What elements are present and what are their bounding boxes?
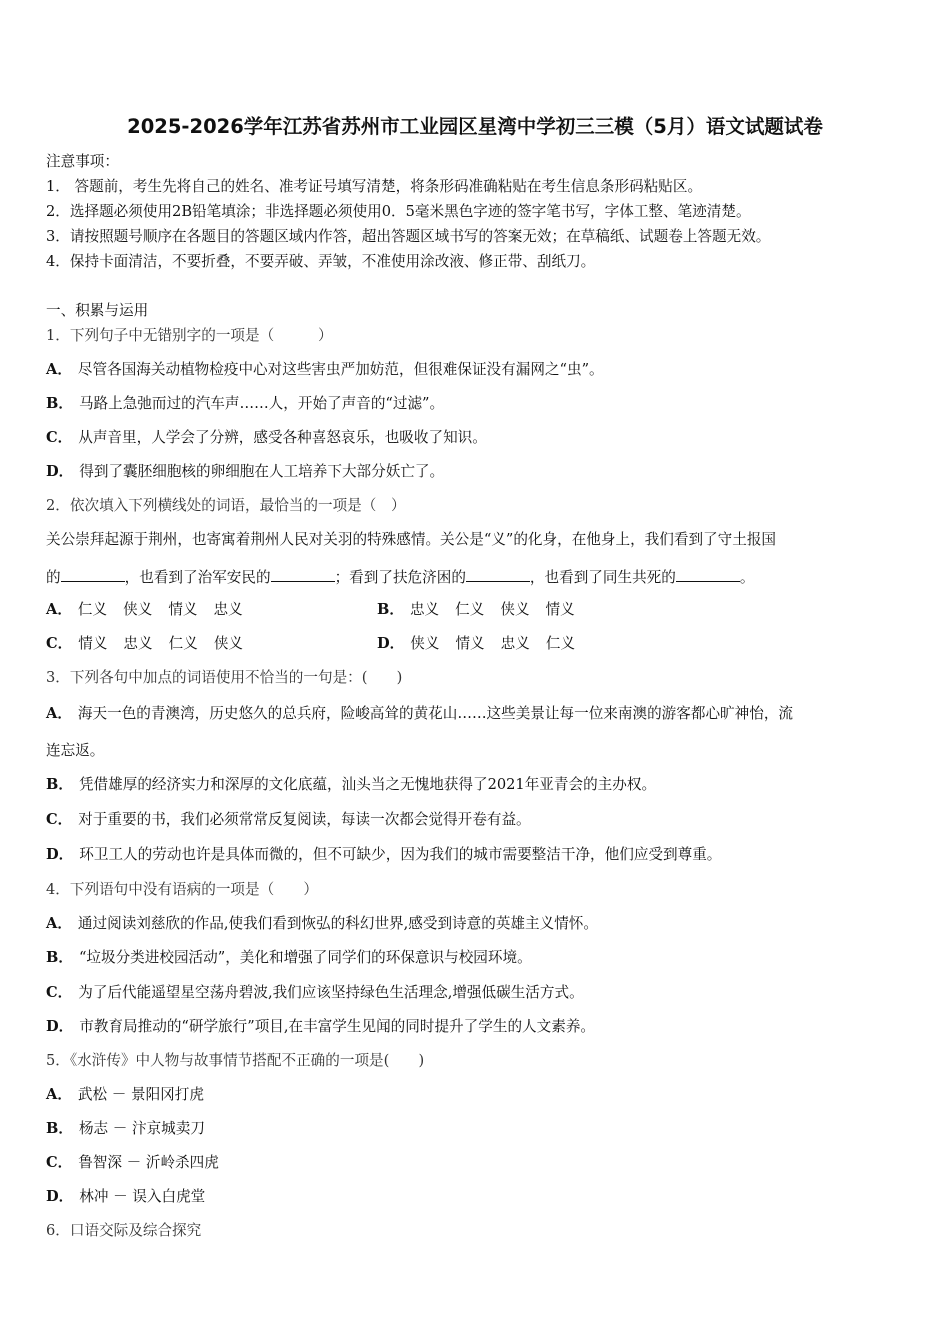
passage-text: ；看到了扶危济困的 xyxy=(334,569,466,586)
question-2-stem: 2．依次填入下列横线处的词语，最恰当的一项是（ ） xyxy=(46,497,406,514)
q2-option-a xyxy=(46,600,259,620)
option-word: 忠义 xyxy=(409,601,440,618)
option-word: 仁义 xyxy=(77,601,108,618)
question-3-stem: 3．下列各句中加点的词语使用不恰当的一句是：( ) xyxy=(46,669,403,686)
q2-option-c xyxy=(46,634,259,654)
fill-blank xyxy=(676,567,740,582)
option-label: D． xyxy=(46,1188,74,1205)
q1-option-a xyxy=(46,360,604,380)
option-label: A． xyxy=(46,705,72,722)
passage-text: ，也看到了同生共死的 xyxy=(529,569,676,586)
option-text: 从声音里，人学会了分辨，感受各种喜怒哀乐，也吸收了知识。 xyxy=(78,429,487,446)
option-label: A． xyxy=(46,601,72,618)
fill-blank xyxy=(466,567,530,582)
q5-option-c xyxy=(46,1153,219,1173)
fill-blank xyxy=(61,567,125,582)
q3-option-d xyxy=(46,845,721,865)
passage-text: 。 xyxy=(739,569,755,586)
passage-text: ，也看到了治军安民的 xyxy=(124,569,271,586)
question-6-stem: 6．口语交际及综合探究 xyxy=(46,1222,202,1239)
option-label: C． xyxy=(46,811,73,828)
q4-option-c xyxy=(46,983,584,1003)
option-label: B． xyxy=(46,1120,73,1137)
option-label: B． xyxy=(46,395,73,412)
q3-option-a-continued: 连忘返。 xyxy=(46,742,105,759)
option-label: A． xyxy=(46,1086,72,1103)
option-label: D． xyxy=(46,846,74,863)
q2-option-b xyxy=(377,600,591,620)
page-title: 2025-2026学年江苏省苏州市工业园区星湾中学初三三模（5月）语文试题试卷 xyxy=(127,115,823,138)
q4-option-a xyxy=(46,914,598,934)
q5-option-a xyxy=(46,1085,204,1105)
option-text: 马路上急弛而过的汽车声……人，开始了声音的“过滤”。 xyxy=(78,395,445,412)
q1-option-c xyxy=(46,428,487,448)
option-word: 侠义 xyxy=(500,601,530,618)
option-word: 忠义 xyxy=(123,635,153,652)
option-text: 武松 － 景阳冈打虎 xyxy=(77,1086,204,1103)
option-text: 鲁智深 － 沂岭杀四虎 xyxy=(78,1154,219,1171)
notice-item: 4．保持卡面清洁，不要折叠，不要弄破、弄皱，不准使用涂改液、修正带、刮纸刀。 xyxy=(46,253,596,270)
option-text: 为了后代能遥望星空荡舟碧波,我们应该坚持绿色生活理念,增强低碳生活方式。 xyxy=(78,984,584,1001)
notice-item: 2．选择题必须使用2B铅笔填涂；非选择题必须使用0．5毫米黑色字迹的签字笔书写，字体工整、笔迹清楚。 xyxy=(46,203,751,220)
notice-item: 3．请按照题号顺序在各题目的答题区域内作答，超出答题区域书写的答案无效；在草稿纸、试题卷上答题无效。 xyxy=(46,228,771,245)
option-label: A． xyxy=(46,915,72,932)
option-text: 海天一色的青澳湾，历史悠久的总兵府，险峻高耸的黄花山……这些美景让每一位来南澳的游客都心旷神怡，流 xyxy=(77,705,794,722)
q4-option-b xyxy=(46,948,532,968)
option-text: 杨志 － 汴京城卖刀 xyxy=(78,1120,205,1137)
option-label: D． xyxy=(46,1018,74,1035)
option-label: C． xyxy=(46,429,73,446)
option-word: 侠义 xyxy=(123,601,153,618)
q1-option-d xyxy=(46,462,444,482)
option-word: 情义 xyxy=(78,635,108,652)
q2-option-d xyxy=(377,634,591,654)
q3-option-c xyxy=(46,810,531,830)
question-1-stem: 1．下列句子中无错别字的一项是（ ） xyxy=(46,327,333,344)
q1-option-b xyxy=(46,394,444,414)
option-text: 凭借雄厚的经济实力和深厚的文化底蕴，汕头当之无愧地获得了2021年亚青会的主办权。 xyxy=(78,776,657,793)
notice-item: 1． 答题前，考生先将自己的姓名、准考证号填写清楚，将条形码准确粘贴在考生信息条形码粘贴区。 xyxy=(46,178,703,195)
option-label: B． xyxy=(377,601,404,618)
q5-option-d xyxy=(46,1187,205,1207)
q3-option-b xyxy=(46,775,656,795)
option-word: 仁义 xyxy=(168,635,198,652)
q5-option-b xyxy=(46,1119,205,1139)
option-text: 对于重要的书，我们必须常常反复阅读，每读一次都会觉得开卷有益。 xyxy=(78,811,531,828)
q2-passage-line2 xyxy=(46,567,754,588)
option-label: B． xyxy=(46,776,73,793)
option-label: B． xyxy=(46,949,73,966)
option-label: C． xyxy=(46,1154,73,1171)
option-word: 忠义 xyxy=(213,601,243,618)
option-text: 环卫工人的劳动也许是具体而微的，但不可缺少，因为我们的城市需要整洁干净，他们应受到尊重。 xyxy=(79,846,722,863)
notice-heading: 注意事项： xyxy=(46,153,119,170)
fill-blank xyxy=(271,567,335,582)
option-text: 得到了囊胚细胞核的卵细胞在人工培养下大部分妖亡了。 xyxy=(79,463,445,480)
option-label: D． xyxy=(46,463,74,480)
option-text: 通过阅读刘慈欣的作品,使我们看到恢弘的科幻世界,感受到诗意的英雄主义情怀。 xyxy=(77,915,598,932)
option-label: D． xyxy=(377,635,405,652)
option-text: 尽管各国海关动植物检疫中心对这些害虫严加妨范，但很难保证没有漏网之“虫”。 xyxy=(77,361,604,378)
option-word: 情义 xyxy=(168,601,198,618)
question-4-stem: 4．下列语句中没有语病的一项是（ ） xyxy=(46,881,318,898)
option-word: 情义 xyxy=(455,635,485,652)
section-heading: 一、积累与运用 xyxy=(46,302,149,319)
option-text: 市教育局推动的“研学旅行”项目,在丰富学生见闻的同时提升了学生的人文素养。 xyxy=(79,1018,596,1035)
q3-option-a xyxy=(46,704,793,724)
option-label: A． xyxy=(46,361,72,378)
option-word: 情义 xyxy=(545,601,575,618)
option-label: C． xyxy=(46,984,73,1001)
question-5-stem: 5．《水浒传》中人物与故事情节搭配不正确的一项是( ) xyxy=(46,1052,425,1069)
option-word: 仁义 xyxy=(455,601,485,618)
option-text: “垃圾分类进校园活动”，美化和增强了同学们的环保意识与校园环境。 xyxy=(78,949,532,966)
passage-text: 的 xyxy=(46,569,61,586)
q2-passage-line1: 关公崇拜起源于荆州，也寄寓着荆州人民对关羽的特殊感情。关公是“义”的化身，在他身上，我们看到了守土报国 xyxy=(46,531,777,548)
option-label: C． xyxy=(46,635,73,652)
option-word: 仁义 xyxy=(545,635,576,652)
option-word: 侠义 xyxy=(213,635,244,652)
option-word: 侠义 xyxy=(410,635,440,652)
option-word: 忠义 xyxy=(500,635,530,652)
q4-option-d xyxy=(46,1017,595,1037)
option-text: 林冲 － 误入白虎堂 xyxy=(79,1188,206,1205)
